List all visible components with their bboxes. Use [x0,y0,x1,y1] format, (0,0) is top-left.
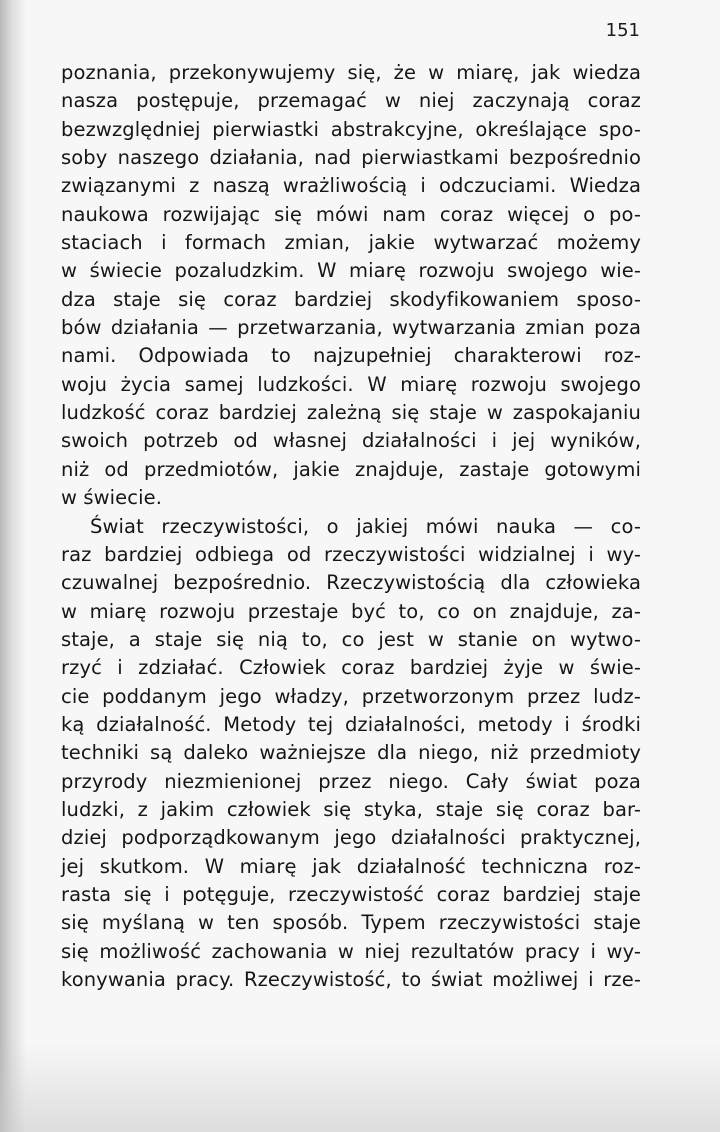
text-line: niż od przedmiotów, jakie znajduje, zastaje gotowymi [61,457,641,481]
text-line: cie poddanym jego władzy, przetworzonym przez ludz- [61,684,641,708]
text-line: przyrody niezmienionej przez niego. Cały świat poza [61,769,641,793]
text-line: staje, a staje się nią to, co jest w stanie on wytwo- [61,627,641,651]
binding-shadow [0,0,26,1132]
text-line: nami. Odpowiada to najzupełniej charakterowi roz- [61,344,641,368]
text-line: naukowa rozwijając się mówi nam coraz więcej o po- [61,202,641,226]
text-line: rasta się i potęguje, rzeczywistość coraz bardziej staje [61,882,641,906]
text-line: się możliwość zachowania w niej rezultatów pracy i wy- [61,939,641,963]
text-line: związanymi z naszą wrażliwością i odczuciami. Wiedza [61,174,641,198]
text-line: woju życia samej ludzkości. W miarę rozwoju swojego [61,372,641,396]
text-line: soby naszego działania, nad pierwiastkami bezpośrednio [61,146,641,170]
paragraph-start-line: Świat rzeczywistości, o jakiej mówi nauka — co- [90,514,641,538]
text-line: poznania, przekonywujemy się, że w miarę, jak wiedza [61,61,641,84]
text-line: bów działania — przetwarzania, wytwarzania zmian poza [61,316,641,340]
text-line: staciach i formach zmian, jakie wytwarzać możemy [61,231,641,255]
text-line: czuwalnej bezpośrednio. Rzeczywistością dla człowieka [61,571,641,595]
body-text [61,59,641,994]
text-line: swoich potrzeb od własnej działalności i jej wyników, [61,429,641,453]
text-line: raz bardziej odbiega od rzeczywistości widzialnej i wy- [61,542,641,566]
text-line: ludzki, z jakim człowiek się styka, staje się coraz bar- [61,797,641,821]
text-line: ką działalność. Metody tej działalności, metody i środki [61,712,641,736]
text-line: ludzkość coraz bardziej zależną się staje w zaspokajaniu [61,401,641,425]
text-line: w miarę rozwoju przestaje być to, co on znajduje, za- [61,599,641,623]
page-shading [0,1042,720,1132]
page-number: 151 [605,20,640,41]
text-line: rzyć i zdziałać. Człowiek coraz bardziej żyje w świe- [61,656,641,680]
text-line: dziej podporządkowanym jego działalności praktycznej, [61,826,641,850]
text-line: bezwzględniej pierwiastki abstrakcyjne, określające spo- [61,117,641,141]
text-line: w świecie. [61,486,163,510]
text-line: nasza postępuje, przemagać w niej zaczynają coraz [61,89,641,113]
text-line: konywania pracy. Rzeczywistość, to świat możliwej i rze- [61,968,641,991]
text-line: jej skutkom. W miarę jak działalność techniczna roz- [61,854,641,878]
text-line: techniki są daleko ważniejsze dla niego, niż przedmioty [61,741,641,765]
text-line: się myślaną w ten sposób. Typem rzeczywistości staje [61,911,641,935]
text-line: dza staje się coraz bardziej skodyfikowaniem sposo- [61,287,641,311]
text-line: w świecie pozaludzkim. W miarę rozwoju swojego wie- [61,259,641,283]
